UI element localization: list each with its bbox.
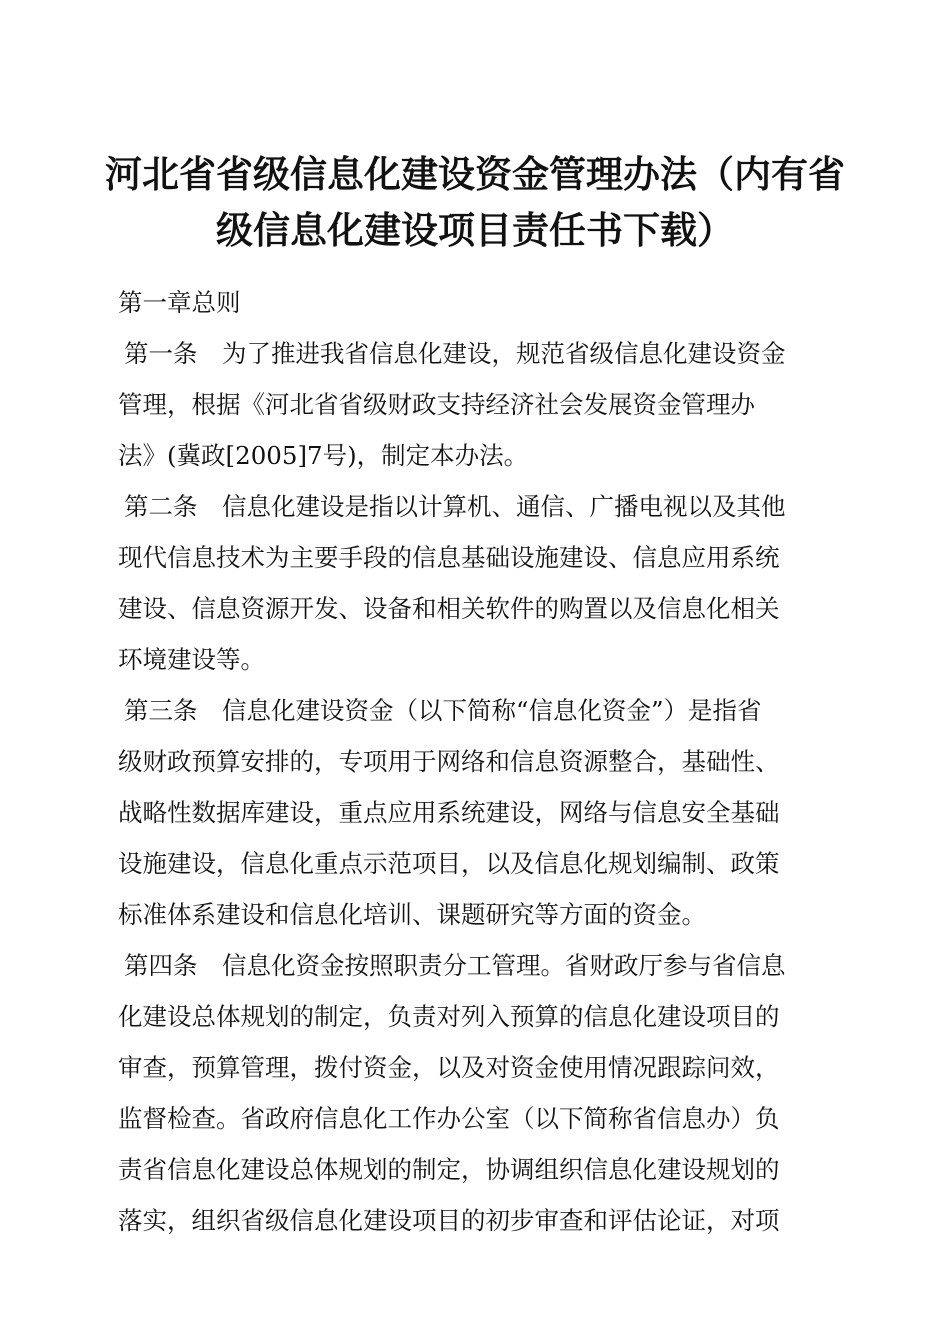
- article-4-line: 责省信息化建设总体规划的制定，协调组织信息化建设规划的: [118, 1155, 780, 1184]
- article-4-line: 化建设总体规划的制定，负责对列入预算的信息化建设项目的: [118, 1002, 780, 1031]
- chapter-heading: 第一章总则: [118, 288, 241, 317]
- title-line-1: 河北省省级信息化建设资金管理办法（内有省: [105, 152, 845, 196]
- article-4-line: 第四条 信息化资金按照职责分工管理。省财政厅参与省信息: [124, 951, 786, 980]
- article-2-line: 第二条 信息化建设是指以计算机、通信、广播电视以及其他: [124, 492, 786, 521]
- article-3-line: 第三条 信息化建设资金（以下简称“信息化资金”）是指省: [124, 696, 762, 725]
- article-2-line: 环境建设等。: [118, 645, 265, 674]
- article-4-line: 监督检查。省政府信息化工作办公室（以下简称省信息办）负: [118, 1104, 780, 1133]
- article-3-line: 设施建设，信息化重点示范项目，以及信息化规划编制、政策: [118, 849, 780, 878]
- document-body: [118, 277, 838, 1246]
- article-3-line: 战略性数据库建设，重点应用系统建设，网络与信息安全基础: [118, 798, 780, 827]
- article-3-line: 标准体系建设和信息化培训、课题研究等方面的资金。: [118, 900, 706, 929]
- article-1-line: 法》(冀政[2005]7号)，制定本办法。: [118, 441, 529, 470]
- article-3-line: 级财政预算安排的，专项用于网络和信息资源整合，基础性、: [118, 747, 780, 776]
- article-4-line: 审查，预算管理，拨付资金，以及对资金使用情况跟踪问效，: [118, 1053, 780, 1082]
- document-title: [100, 146, 850, 258]
- article-4-line: 落实，组织省级信息化建设项目的初步审查和评估论证，对项: [118, 1206, 780, 1235]
- title-line-2: 级信息化建设项目责任书下载）: [216, 208, 734, 252]
- article-1-line: 管理，根据《河北省省级财政支持经济社会发展资金管理办: [118, 390, 755, 419]
- article-2-line: 现代信息技术为主要手段的信息基础设施建设、信息应用系统: [118, 543, 780, 572]
- article-2-line: 建设、信息资源开发、设备和相关软件的购置以及信息化相关: [118, 594, 780, 623]
- article-1-line: 第一条 为了推进我省信息化建设，规范省级信息化建设资金: [124, 339, 786, 368]
